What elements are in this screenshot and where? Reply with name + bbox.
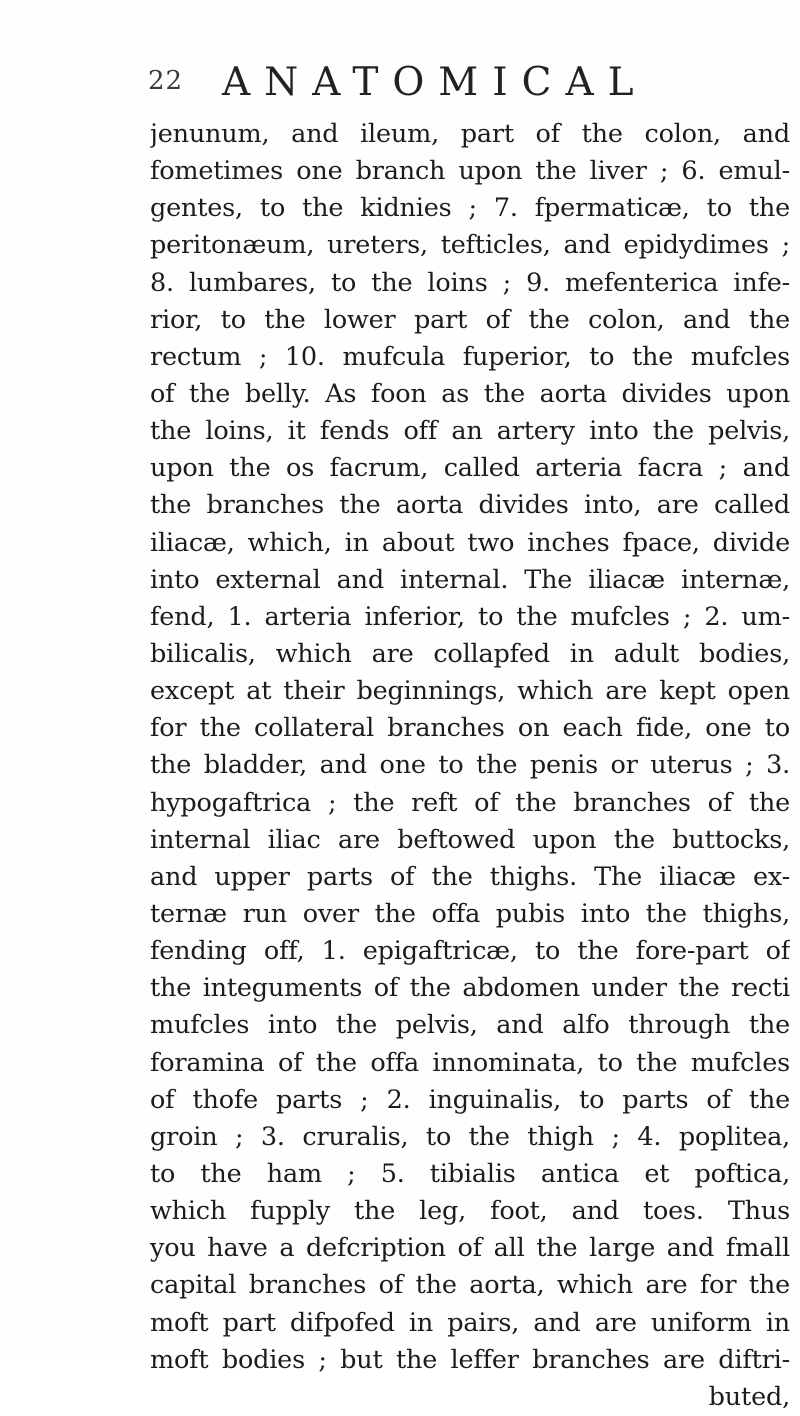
text-line: fometimes one branch upon the liver ; 6. emul- [150,156,790,187]
text-line: bilicalis, which are collapfed in adult bodies, [150,638,790,669]
text-line: to the ham ; 5. tibialis antica et poftica, [150,1158,790,1189]
text-line: except at their beginnings, which are kept open [150,676,790,707]
text-line: for the collateral branches on each fide, one to [150,713,790,744]
text-line: mufcles into the pelvis, and alfo through the [150,1010,790,1041]
text-line: of thofe parts ; 2. inguinalis, to parts of the [150,1084,790,1115]
text-line: groin ; 3. cruralis, to the thigh ; 4. poplitea, [150,1121,790,1152]
text-line: 8. lumbares, to the loins ; 9. mefenterica infe- [150,267,790,298]
text-line: internal iliac are beftowed upon the buttocks, [150,824,790,855]
text-line: into external and internal. The iliacæ internæ, [150,564,790,595]
text-line: the bladder, and one to the penis or uterus ; 3. [150,750,790,781]
text-line: of the belly. As foon as the aorta divides upon [150,378,790,409]
text-line: gentes, to the kidnies ; 7. fpermaticæ, to the [150,193,790,224]
text-line: rior, to the lower part of the colon, and the [150,304,790,335]
text-line: you have a defcription of all the large and fmall [150,1233,790,1264]
text-line: capital branches of the aorta, which are for the [150,1270,790,1301]
text-line: hypogaftrica ; the reft of the branches of the [150,787,790,818]
text-line: the loins, it fends off an artery into the pelvis, [150,416,790,447]
running-head: ANATOMICAL [222,60,648,105]
text-line: jenunum, and ileum, part of the colon, and [150,119,790,149]
text-line: fending off, 1. epigaftricæ, to the fore-part of [150,936,790,967]
text-line: and upper parts of the thighs. The iliacæ ex- [150,861,790,892]
text-line: moft bodies ; but the leffer branches are diftri- [150,1344,790,1375]
text-line: iliacæ, which, in about two inches fpace, divide [150,527,790,558]
text-line: upon the os facrum, called arteria facra ; and [150,453,790,484]
text-line: rectum ; 10. mufcula fuperior, to the mufcles [150,341,790,372]
text-line: foramina of the offa innominata, to the mufcles [150,1047,790,1078]
text-line: the branches the aorta divides into, are called [150,490,790,521]
page-number: 22 [148,66,184,96]
body-text [150,116,790,1416]
catchword: buted, [708,1381,790,1412]
text-line: ternæ run over the offa pubis into the thighs, [150,898,790,929]
text-line: peritonæum, ureters, tefticles, and epidydimes ; [150,230,790,261]
text-line: fend, 1. arteria inferior, to the mufcles ; 2. um- [150,601,790,632]
text-line: which fupply the leg, foot, and toes. Thus [150,1196,790,1227]
text-line: moft part difpofed in pairs, and are uniform in [150,1307,790,1338]
text-line: the integuments of the abdomen under the recti [150,973,790,1004]
